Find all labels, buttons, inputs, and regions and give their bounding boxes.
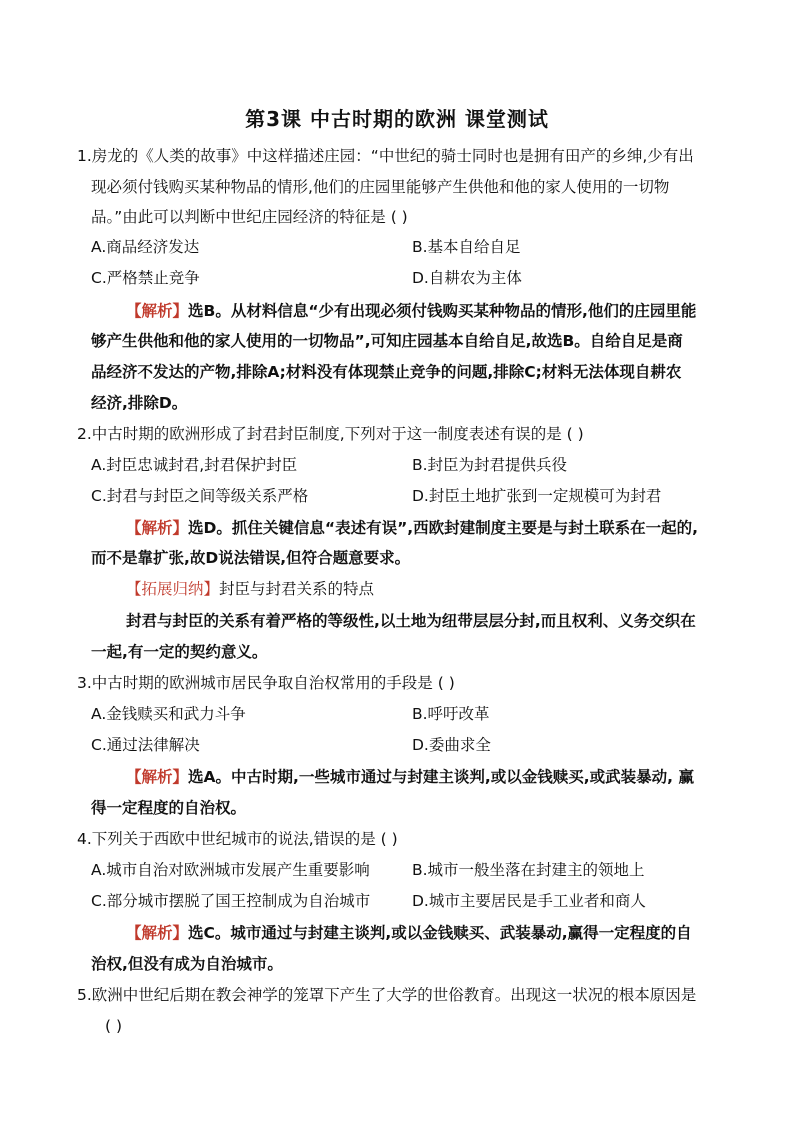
question-2-option-c: C.封君与封臣之间等级关系严格 xyxy=(91,487,309,505)
question-1-analysis-line-2: 够产生供他和他的家人使用的一切物品”,可知庄园基本自给自足,故选B。自给自足是商 xyxy=(91,332,683,350)
question-1-line-2: 现必须付钱购买某种物品的情形,他们的庄园里能够产生供他和他的家人使用的一切物 xyxy=(91,178,670,196)
question-5-line-2: ( ) xyxy=(105,1017,123,1035)
question-4-analysis-line-2: 治权,但没有成为自治城市。 xyxy=(91,955,283,973)
analysis-text: 选B。从材料信息“少有出现必须付钱购买某种物品的情形,他们的庄园里能 xyxy=(188,302,697,320)
question-1-analysis-line-4: 经济,排除D。 xyxy=(91,394,188,412)
question-2-option-b: B.封臣为封君提供兵役 xyxy=(412,456,568,474)
question-3-analysis-line-2: 得一定程度的自治权。 xyxy=(91,799,247,817)
question-1-analysis-line-1 xyxy=(126,301,696,321)
analysis-tag: 【解析】 xyxy=(126,924,189,942)
analysis-tag: 【解析】 xyxy=(126,768,189,786)
extension-tag: 【拓展归纳】 xyxy=(126,580,220,598)
question-1-option-d: D.自耕农为主体 xyxy=(412,269,522,287)
question-1-option-a: A.商品经济发达 xyxy=(91,238,200,256)
question-2-option-a: A.封臣忠诚封君,封君保护封臣 xyxy=(91,456,298,474)
question-4-line-1: 4.下列关于西欧中世纪城市的说法,错误的是 ( ) xyxy=(77,830,398,848)
question-3-option-c: C.通过法律解决 xyxy=(91,736,200,754)
analysis-tag: 【解析】 xyxy=(126,302,189,320)
question-4-option-a: A.城市自治对欧洲城市发展产生重要影响 xyxy=(91,861,370,879)
question-1-line-3: 品。”由此可以判断中世纪庄园经济的特征是 ( ) xyxy=(91,208,408,226)
question-2-extension-line-1: 封君与封臣的关系有着严格的等级性,以土地为纽带层层分封,而且权利、义务交织在 xyxy=(126,612,696,630)
question-1-analysis-line-3: 品经济不发达的产物,排除A;材料没有体现禁止竞争的问题,排除C;材料无法体现自耕农 xyxy=(91,363,682,381)
question-4-option-c: C.部分城市摆脱了国王控制成为自治城市 xyxy=(91,892,371,910)
question-2-extension-line-2: 一起,有一定的契约意义。 xyxy=(91,643,268,661)
analysis-tag: 【解析】 xyxy=(126,519,189,537)
question-2-line-1: 2.中古时期的欧洲形成了封君封臣制度,下列对于这一制度表述有误的是 ( ) xyxy=(77,425,584,443)
question-3-option-a: A.金钱赎买和武力斗争 xyxy=(91,705,246,723)
question-1-line-1: 1.房龙的《人类的故事》中这样描述庄园：“中世纪的骑士同时也是拥有田产的乡绅,少有出 xyxy=(77,147,694,165)
question-2-extension-heading xyxy=(126,579,374,599)
question-3-analysis-line-1 xyxy=(126,767,694,787)
analysis-text: 选C。城市通过与封建主谈判,或以金钱赎买、武装暴动,赢得一定程度的自 xyxy=(188,924,692,942)
extension-title: 封臣与封君关系的特点 xyxy=(219,580,375,598)
question-2-option-d: D.封臣土地扩张到一定规模可为封君 xyxy=(412,487,662,505)
question-3-option-d: D.委曲求全 xyxy=(412,736,491,754)
question-3-option-b: B.呼吁改革 xyxy=(412,705,490,723)
analysis-text: 选D。抓住关键信息“表述有误”,西欧封建制度主要是与封土联系在一起的, xyxy=(188,519,699,537)
question-5-line-1: 5.欧洲中世纪后期在教会神学的笼罩下产生了大学的世俗教育。出现这一状况的根本原因是 xyxy=(77,986,697,1004)
page-title: 第3课 中古时期的欧洲 课堂测试 xyxy=(245,107,549,131)
analysis-text: 选A。中古时期,一些城市通过与封建主谈判,或以金钱赎买,或武装暴动, 赢 xyxy=(188,768,694,786)
question-4-option-b: B.城市一般坐落在封建主的领地上 xyxy=(412,861,645,879)
question-1-option-b: B.基本自给自足 xyxy=(412,238,521,256)
question-4-analysis-line-1 xyxy=(126,923,692,943)
question-2-analysis-line-2: 而不是靠扩张,故D说法错误,但符合题意要求。 xyxy=(91,549,411,567)
question-4-option-d: D.城市主要居民是手工业者和商人 xyxy=(412,892,646,910)
question-1-option-c: C.严格禁止竞争 xyxy=(91,269,200,287)
question-2-analysis-line-1 xyxy=(126,518,698,538)
question-3-line-1: 3.中古时期的欧洲城市居民争取自治权常用的手段是 ( ) xyxy=(77,674,455,692)
